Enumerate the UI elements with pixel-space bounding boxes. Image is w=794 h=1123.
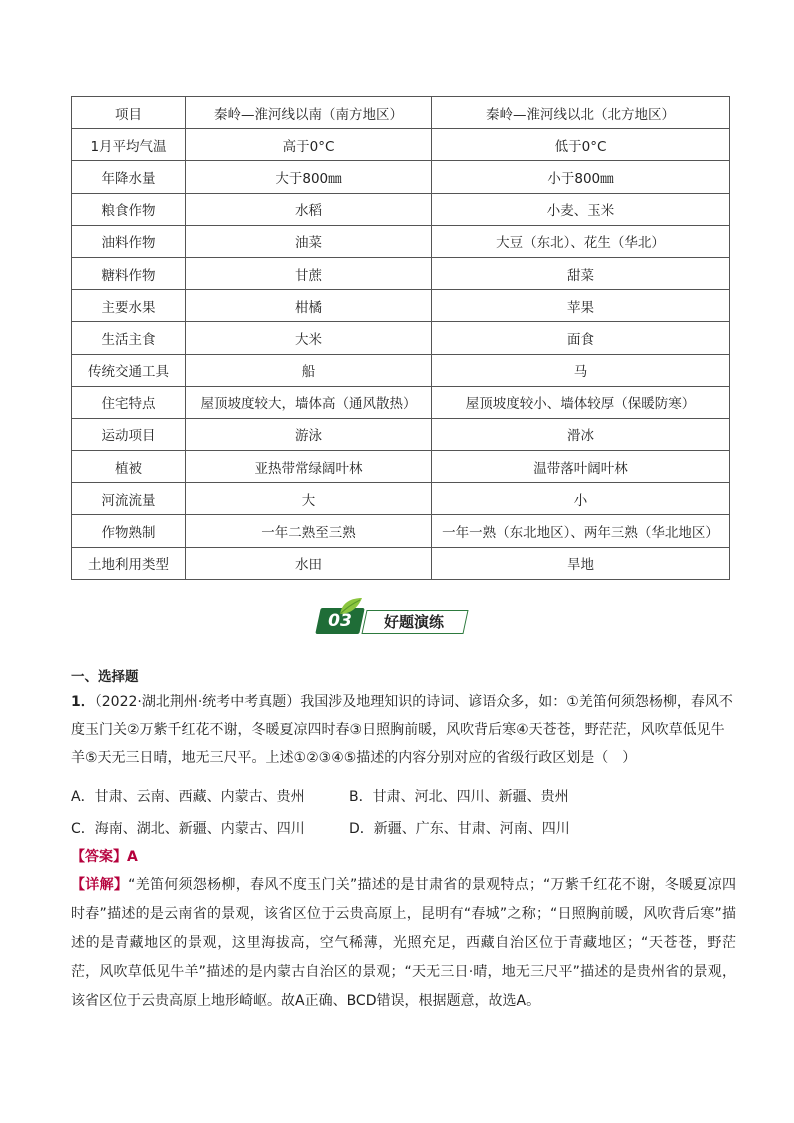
table-cell: 河流流量 bbox=[72, 483, 186, 515]
table-row bbox=[72, 129, 730, 161]
detail-text: “羌笛何须怨杨柳，春风不度玉门关”描述的是甘肃省的景观特点；“万紫千红花不谢，冬暖夏凉四时春”描述的是云南省的景观，该省区位于云贵高原上，昆明有“春城”之称；“日照胸前暖，风吹背后寒”描述的是青藏地区的景观，这里海拔高，空气稀薄，光照充足，西藏自治区位于青藏地区；“天苍苍，野茫茫，风吹草低见牛羊”描述的是内蒙古自治区的景观；“天无三日·晴，地无三尺平”描述的是贵州省的景观，该省区位于云贵高原上地形崎岖。故A正确、BCD错误，根据题意，故选A。 bbox=[71, 877, 736, 1009]
table-cell: 年降水量 bbox=[72, 161, 186, 193]
table-row bbox=[72, 354, 730, 386]
table-cell: 粮食作物 bbox=[72, 193, 186, 225]
table-row bbox=[72, 322, 730, 354]
detail-paragraph bbox=[71, 871, 736, 1016]
table-cell: 土地利用类型 bbox=[72, 547, 186, 579]
table-header-cell: 秦岭—淮河线以南（南方地区） bbox=[186, 97, 432, 129]
table-cell: 一年二熟至三熟 bbox=[186, 515, 432, 547]
table-cell: 高于0°C bbox=[186, 129, 432, 161]
table-row bbox=[72, 193, 730, 225]
table-row bbox=[72, 418, 730, 450]
table-cell: 一年一熟（东北地区）、两年三熟（华北地区） bbox=[432, 515, 730, 547]
table-header-cell: 项目 bbox=[72, 97, 186, 129]
table-cell: 柑橘 bbox=[186, 290, 432, 322]
table-row bbox=[72, 451, 730, 483]
table-cell: 温带落叶阔叶林 bbox=[432, 451, 730, 483]
table-header-row bbox=[72, 97, 730, 129]
detail-label: 【详解】 bbox=[71, 877, 129, 893]
table-row bbox=[72, 257, 730, 289]
question-options bbox=[71, 781, 736, 845]
comparison-table-wrap bbox=[71, 96, 729, 580]
table-cell: 苹果 bbox=[432, 290, 730, 322]
north-south-comparison-table bbox=[71, 96, 730, 580]
table-row bbox=[72, 547, 730, 579]
section-title: 一、选择题 bbox=[71, 669, 139, 685]
table-cell: 油料作物 bbox=[72, 225, 186, 257]
table-row bbox=[72, 483, 730, 515]
table-cell: 屋顶坡度较大，墙体高（通风散热） bbox=[186, 386, 432, 418]
question-text: 我国涉及地理知识的诗词、谚语众多，如：①羌笛何须怨杨柳，春风不度玉门关②万紫千红花不谢，冬暖夏凉四时春③日照胸前暖，风吹背后寒④天苍苍，野茫茫，风吹草低见牛羊⑤天无三日晴，地无三尺平。上述①②③④⑤描述的内容分别对应的省级行政区划是（ ） bbox=[71, 694, 733, 766]
table-cell: 甘蔗 bbox=[186, 257, 432, 289]
table-cell: 植被 bbox=[72, 451, 186, 483]
table-row bbox=[72, 290, 730, 322]
option-a[interactable]: A．甘肃、云南、西藏、内蒙古、贵州 bbox=[71, 789, 305, 805]
table-cell: 水田 bbox=[186, 547, 432, 579]
answer-line bbox=[71, 843, 736, 871]
table-cell: 住宅特点 bbox=[72, 386, 186, 418]
table-cell: 大米 bbox=[186, 322, 432, 354]
table-cell: 马 bbox=[432, 354, 730, 386]
table-cell: 面食 bbox=[432, 322, 730, 354]
table-cell: 油菜 bbox=[186, 225, 432, 257]
table-cell: 小麦、玉米 bbox=[432, 193, 730, 225]
table-row bbox=[72, 386, 730, 418]
answer-value: A bbox=[127, 849, 138, 865]
option-c[interactable]: C．海南、湖北、新疆、内蒙古、四川 bbox=[71, 821, 305, 837]
banner-title: 好题演练 bbox=[383, 613, 444, 631]
table-cell: 游泳 bbox=[186, 418, 432, 450]
question-number: 1． bbox=[71, 694, 95, 710]
option-d[interactable]: D．新疆、广东、甘肃、河南、四川 bbox=[349, 821, 570, 837]
table-cell: 生活主食 bbox=[72, 322, 186, 354]
table-row bbox=[72, 515, 730, 547]
table-cell: 大于800㎜ bbox=[186, 161, 432, 193]
table-cell: 主要水果 bbox=[72, 290, 186, 322]
section-banner bbox=[310, 596, 470, 640]
table-row bbox=[72, 225, 730, 257]
banner-number: 03 bbox=[328, 611, 352, 631]
table-cell: 旱地 bbox=[432, 547, 730, 579]
table-cell: 水稻 bbox=[186, 193, 432, 225]
table-cell: 小 bbox=[432, 483, 730, 515]
table-cell: 低于0°C bbox=[432, 129, 730, 161]
table-cell: 滑冰 bbox=[432, 418, 730, 450]
table-cell: 运动项目 bbox=[72, 418, 186, 450]
table-cell: 1月平均气温 bbox=[72, 129, 186, 161]
table-cell: 传统交通工具 bbox=[72, 354, 186, 386]
table-header-cell: 秦岭—淮河线以北（北方地区） bbox=[432, 97, 730, 129]
table-cell: 作物熟制 bbox=[72, 515, 186, 547]
question-source: （2022·湖北荆州·统考中考真题） bbox=[94, 694, 301, 710]
table-row bbox=[72, 161, 730, 193]
table-cell: 大 bbox=[186, 483, 432, 515]
table-cell: 小于800㎜ bbox=[432, 161, 730, 193]
question-1 bbox=[71, 688, 736, 772]
table-cell: 甜菜 bbox=[432, 257, 730, 289]
table-cell: 船 bbox=[186, 354, 432, 386]
table-cell: 屋顶坡度较小、墙体较厚（保暖防寒） bbox=[432, 386, 730, 418]
table-cell: 大豆（东北）、花生（华北） bbox=[432, 225, 730, 257]
answer-label: 【答案】 bbox=[71, 849, 127, 865]
table-cell: 糖料作物 bbox=[72, 257, 186, 289]
option-b[interactable]: B．甘肃、河北、四川、新疆、贵州 bbox=[349, 789, 569, 805]
table-cell: 亚热带常绿阔叶林 bbox=[186, 451, 432, 483]
